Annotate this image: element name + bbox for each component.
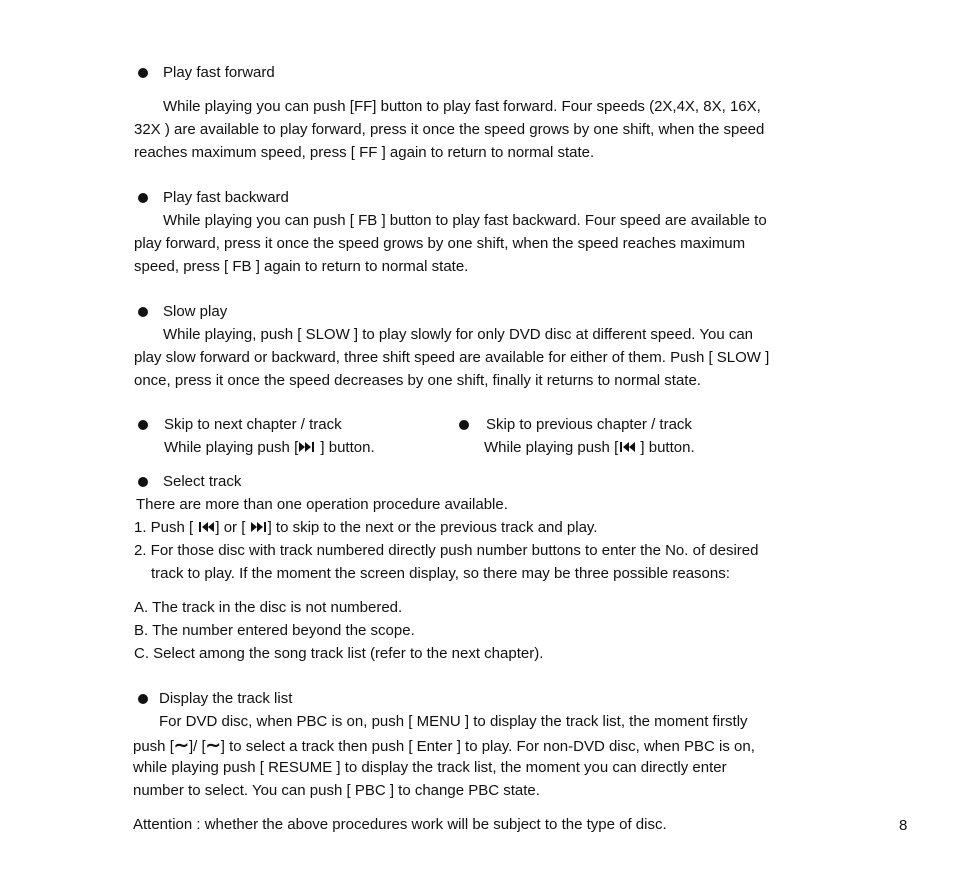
- track-list-line-1: For DVD disc, when PBC is on, push [ MENU ] to display the track list, the moment firstly: [159, 713, 748, 730]
- heading-select-track: Select track: [163, 473, 242, 490]
- select-track-intro: There are more than one operation procedure available.: [136, 496, 508, 513]
- bullet-icon: [138, 307, 148, 317]
- skip-previous-text-after: ] button.: [636, 439, 695, 456]
- reason-c: C. Select among the song track list (refer to the next chapter).: [134, 645, 544, 662]
- skip-next-instruction: [164, 438, 375, 458]
- fast-forward-line-2: 32X ) are available to play forward, press it once the speed grows by one shift, when the speed: [134, 121, 765, 138]
- reason-a: A. The track in the disc is not numbered.: [134, 599, 403, 616]
- skip-previous-text-before: While playing push [: [484, 439, 619, 456]
- select-track-step-1: [134, 518, 597, 538]
- heading-track-list: Display the track list: [159, 690, 293, 707]
- step-1-text-b: ] or [: [215, 519, 250, 536]
- step-1-text-c: ] to skip to the next or the previous track and play.: [267, 519, 598, 536]
- reason-b: B. The number entered beyond the scope.: [134, 622, 415, 639]
- fast-backward-line-2: play forward, press it once the speed grows by one shift, when the speed reaches maximum: [134, 235, 746, 252]
- track-list-line-4: number to select. You can push [ PBC ] to change PBC state.: [133, 782, 540, 799]
- bullet-icon: [138, 420, 148, 430]
- bullet-icon: [138, 477, 148, 487]
- heading-fast-forward: Play fast forward: [163, 64, 275, 81]
- next-track-icon: [250, 521, 268, 533]
- heading-skip-next: Skip to next chapter / track: [164, 416, 342, 433]
- track-list-line-2-c: ] to select a track then push [ Enter ] to play. For non-DVD disc, when PBC is on,: [220, 738, 755, 755]
- bullet-icon: [138, 68, 148, 78]
- skip-next-text-before: While playing push [: [164, 439, 299, 456]
- skip-next-text-after: ] button.: [316, 439, 375, 456]
- track-list-line-3: while playing push [ RESUME ] to display the track list, the moment you can directly enter: [133, 759, 727, 776]
- fast-forward-line-3: reaches maximum speed, press [ FF ] again to return to normal state.: [134, 144, 595, 161]
- down-arrow-symbol: ∼: [205, 735, 221, 755]
- bullet-icon: [459, 420, 469, 430]
- bullet-icon: [138, 193, 148, 203]
- page-number: 8: [899, 817, 908, 834]
- track-list-line-2-a: push [: [133, 738, 174, 755]
- slow-play-line-3: once, press it once the speed decreases by one shift, finally it returns to normal state.: [134, 372, 701, 389]
- previous-track-icon: [197, 521, 215, 533]
- heading-slow-play: Slow play: [163, 303, 228, 320]
- fast-backward-line-1: While playing you can push [ FB ] button to play fast backward. Four speed are available to: [163, 212, 767, 229]
- up-arrow-symbol: ∼: [173, 735, 189, 755]
- track-list-line-2: [133, 735, 755, 757]
- bullet-icon: [138, 694, 148, 704]
- fast-forward-line-1: While playing you can push [FF] button to play fast forward. Four speeds (2X,4X, 8X, 16X,: [163, 98, 761, 115]
- select-track-step-2-line-1: 2. For those disc with track numbered directly push number buttons to enter the No. of desired: [134, 542, 759, 559]
- next-track-icon: [298, 441, 316, 453]
- skip-previous-instruction: [484, 438, 695, 458]
- slow-play-line-2: play slow forward or backward, three shift speed are available for either of them. Push [ SLOW ]: [134, 349, 770, 366]
- previous-track-icon: [618, 441, 636, 453]
- select-track-step-2-line-2: track to play. If the moment the screen display, so there may be three possible reasons:: [151, 565, 730, 582]
- heading-fast-backward: Play fast backward: [163, 189, 289, 206]
- track-list-line-2-b: ]/ [: [188, 738, 206, 755]
- slow-play-line-1: While playing, push [ SLOW ] to play slowly for only DVD disc at different speed. You can: [163, 326, 754, 343]
- step-1-text-a: 1. Push [: [134, 519, 198, 536]
- heading-skip-previous: Skip to previous chapter / track: [486, 416, 692, 433]
- fast-backward-line-3: speed, press [ FB ] again to return to normal state.: [134, 258, 469, 275]
- attention-note: Attention : whether the above procedures work will be subject to the type of disc.: [133, 816, 667, 833]
